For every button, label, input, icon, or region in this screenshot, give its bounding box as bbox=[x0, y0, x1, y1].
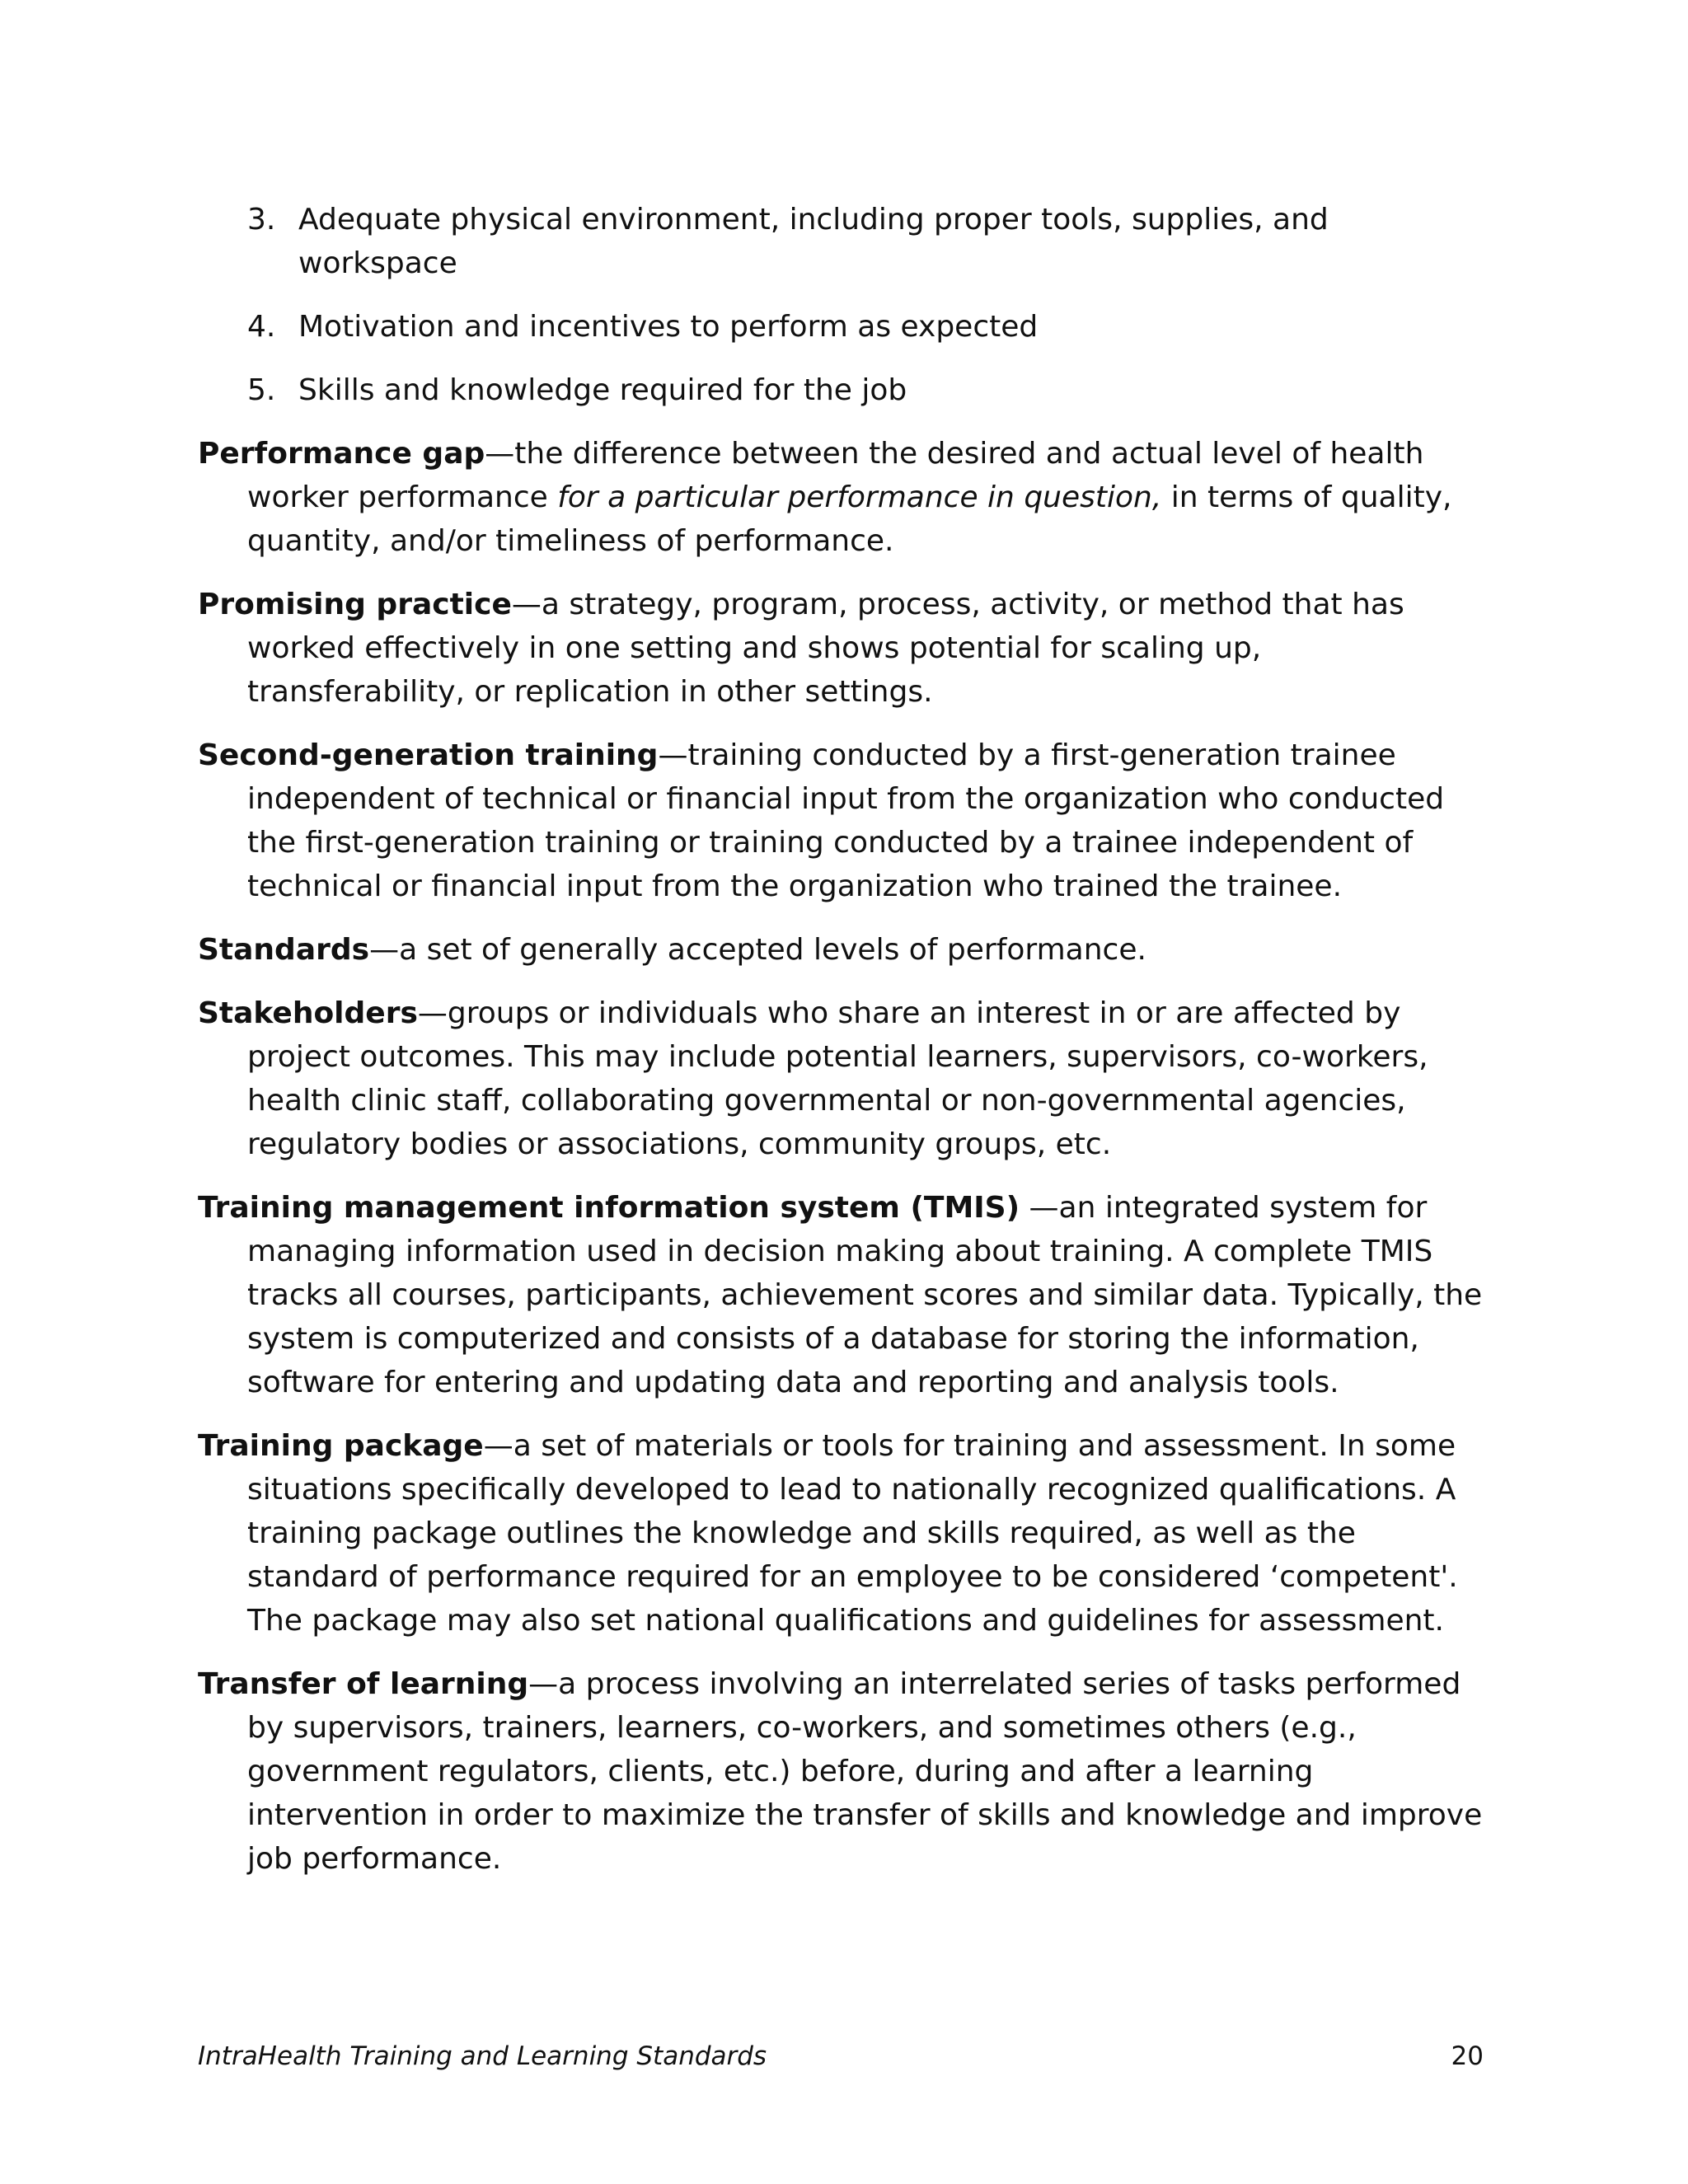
glossary-definition-end: in terms of quality, quantity, and/or timeliness of performance. bbox=[247, 480, 1452, 558]
page-content bbox=[198, 198, 1484, 1900]
glossary-term: Training management information system (TMIS) bbox=[198, 1191, 1020, 1225]
glossary-term: Second-generation training bbox=[198, 738, 659, 772]
glossary-entry-standards bbox=[198, 928, 1484, 972]
list-item bbox=[247, 198, 1484, 285]
glossary-definition: —training conducted by a first-generation trainee independent of technical or financial input from the organization who conducted the first-generation training or training conducted by a trainee independent of technical or financial input from the organization who trained the trainee. bbox=[247, 738, 1445, 903]
list-item-number: 4. bbox=[247, 310, 276, 344]
list-item-number: 3. bbox=[247, 203, 276, 237]
glossary-definition-italic: for a particular performance in question, bbox=[557, 480, 1162, 514]
glossary-definition: —an integrated system for managing information used in decision making about training. A complete TMIS tracks all courses, participants, achievement scores and similar data. Typically, the system is computerized and consists of a database for storing the information, software for entering and updating data and reporting and analysis tools. bbox=[247, 1191, 1483, 1399]
glossary-term: Stakeholders bbox=[198, 996, 418, 1030]
glossary-term: Promising practice bbox=[198, 588, 512, 621]
list-item-text: Skills and knowledge required for the job bbox=[298, 373, 907, 407]
glossary-entry-training-package bbox=[198, 1424, 1484, 1643]
list-item bbox=[247, 305, 1484, 349]
list-item-text: Motivation and incentives to perform as expected bbox=[298, 310, 1039, 344]
glossary-entry-tmis bbox=[198, 1186, 1484, 1404]
page-number: 20 bbox=[1451, 2041, 1484, 2071]
glossary-entry-second-generation-training bbox=[198, 733, 1484, 908]
glossary-entry-transfer-of-learning bbox=[198, 1662, 1484, 1881]
glossary-definition: —a set of generally accepted levels of performance. bbox=[369, 933, 1146, 967]
glossary-entry-promising-practice bbox=[198, 583, 1484, 714]
glossary-definition: —groups or individuals who share an interest in or are affected by project outcomes. This may include potential learners, supervisors, co-workers, health clinic staff, collaborating governmental or non-governmental agencies, regulatory bodies or associations, community groups, etc. bbox=[247, 996, 1428, 1161]
glossary-definition: —a process involving an interrelated series of tasks performed by supervisors, trainers, learners, co-workers, and sometimes others (e.g., government regulators, clients, etc.) before, during and after a learning intervention in order to maximize the transfer of skills and knowledge and improve job performance. bbox=[247, 1667, 1483, 1876]
glossary-entry-performance-gap bbox=[198, 432, 1484, 563]
footer-document-title: IntraHealth Training and Learning Standards bbox=[198, 2041, 767, 2071]
glossary-definition: —a set of materials or tools for training and assessment. In some situations specifically developed to lead to nationally recognized qualifications. A training package outlines the knowledge and skills required, as well as the standard of performance required for an employee to be considered ‘competent'. The package may also set national qualifications and guidelines for assessment. bbox=[247, 1429, 1458, 1638]
page-footer bbox=[198, 2040, 1484, 2073]
glossary-term: Training package bbox=[198, 1429, 484, 1463]
glossary-entry-stakeholders bbox=[198, 991, 1484, 1166]
glossary-definition: —the difference between the desired and actual level of health worker performance bbox=[247, 437, 1424, 514]
glossary-definition: —a strategy, program, process, activity, or method that has worked effectively in one setting and shows potential for scaling up, transferability, or replication in other settings. bbox=[247, 588, 1404, 709]
list-item bbox=[247, 368, 1484, 412]
list-item-number: 5. bbox=[247, 373, 276, 407]
glossary-term: Performance gap bbox=[198, 437, 485, 471]
glossary-term: Standards bbox=[198, 933, 370, 967]
list-item-text: Adequate physical environment, including proper tools, supplies, and workspace bbox=[298, 203, 1329, 280]
glossary-term: Transfer of learning bbox=[198, 1667, 529, 1701]
